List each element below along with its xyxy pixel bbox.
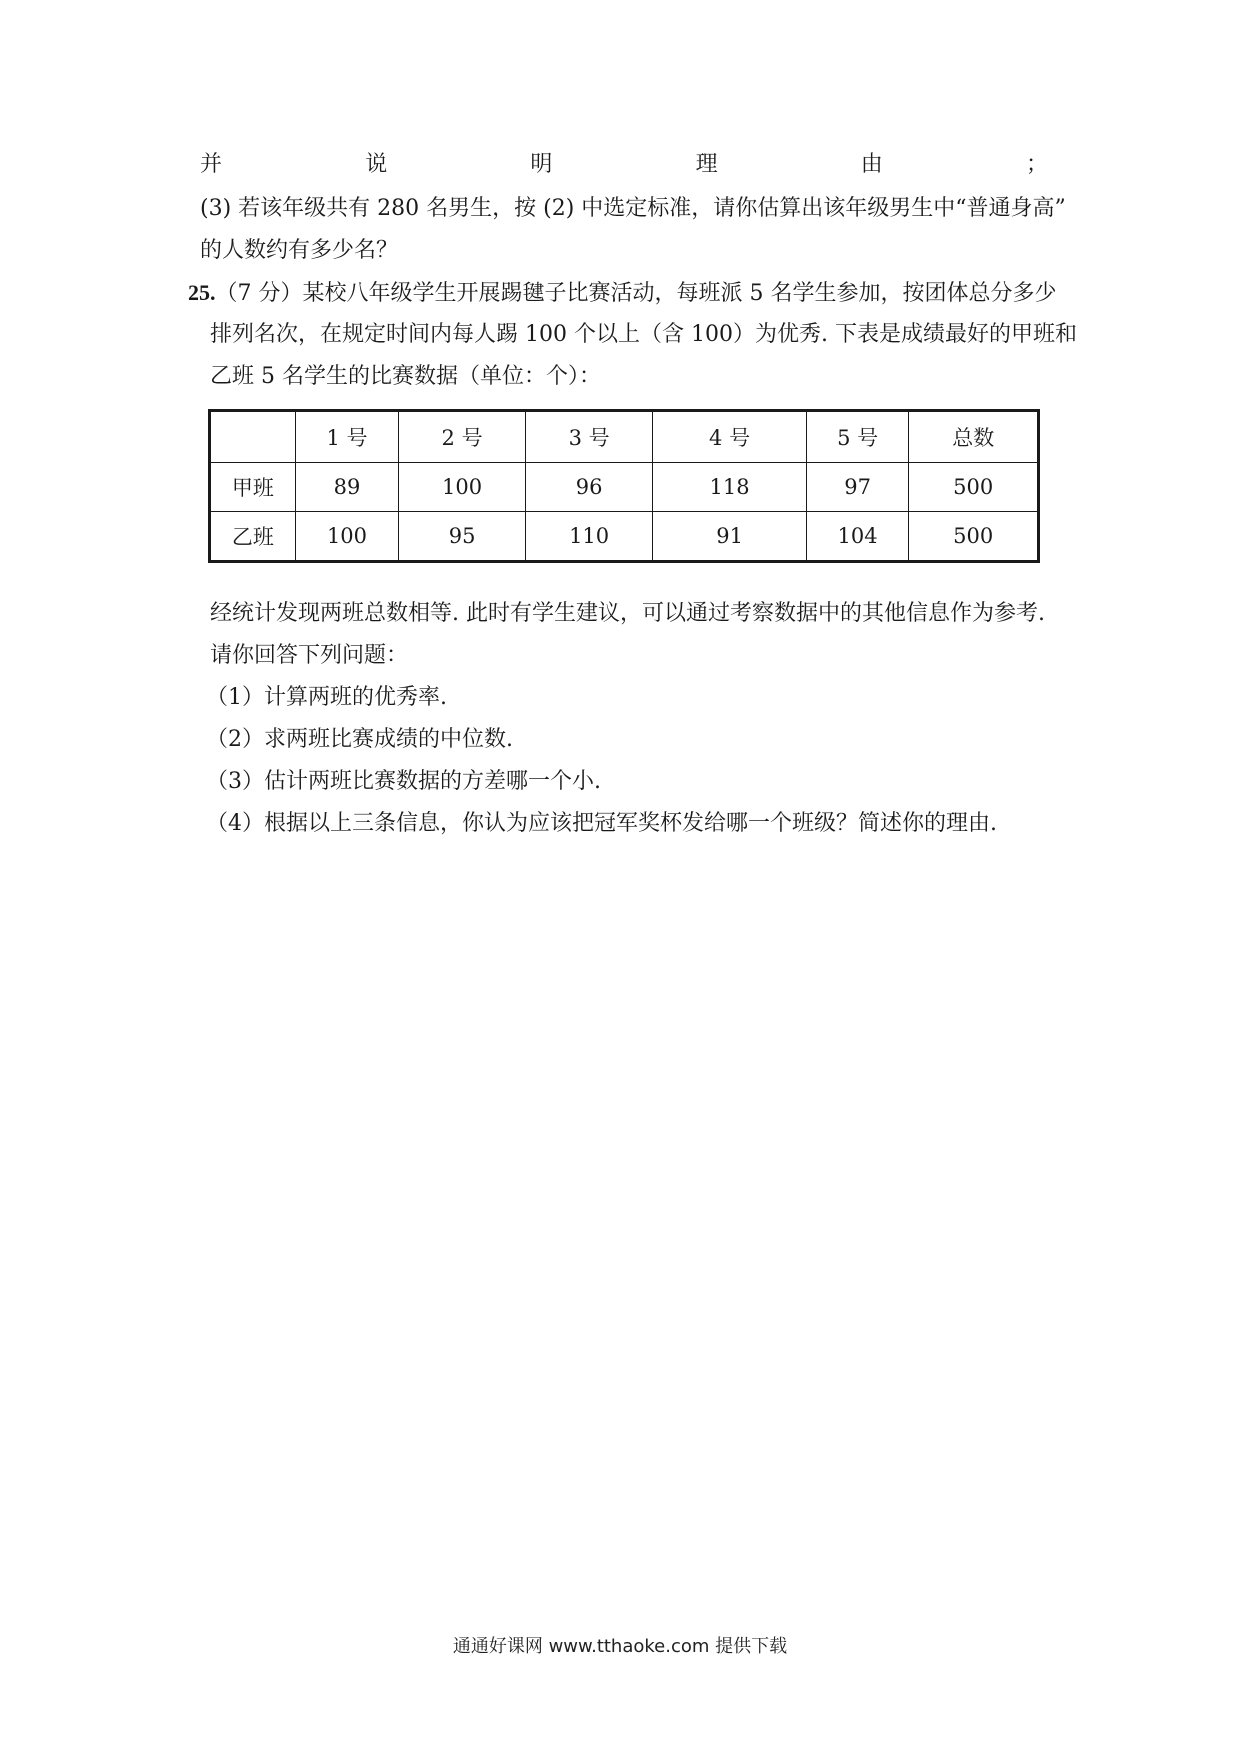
table-row: [210, 512, 1039, 562]
q25-intro-line2: 排列名次，在规定时间内每人踢 100 个以上（含 100）为优秀. 下表是成绩最好的甲班和: [210, 322, 1077, 347]
spread-char: 并: [200, 152, 223, 177]
row-label: 乙班: [210, 512, 296, 562]
spread-char: 由: [860, 152, 883, 177]
table-cell: 104: [806, 512, 909, 562]
table-header-cell: 5 号: [806, 411, 909, 463]
table-cell: 118: [653, 463, 806, 512]
table-header-row: [210, 411, 1039, 463]
page-footer: 通通好课网 www.tthaoke.com 提供下载: [452, 1636, 788, 1657]
table-cell: 100: [399, 463, 526, 512]
table-cell: 500: [909, 463, 1039, 512]
continuation-line: [200, 150, 1048, 180]
q25-intro-line3: 乙班 5 名学生的比赛数据（单位：个）：: [210, 364, 601, 389]
table-cell: 500: [909, 512, 1039, 562]
table-header-cell: 总数: [909, 411, 1039, 463]
table-cell: 97: [806, 463, 909, 512]
spread-char: 理: [695, 152, 718, 177]
table-header-cell: [210, 411, 296, 463]
row-label: 甲班: [210, 463, 296, 512]
q24-part3-line1: (3) 若该年级共有 280 名男生，按 (2) 中选定标准，请你估算出该年级男生中“普通身高”: [200, 196, 1066, 221]
q25-intro-text: （7 分）某校八年级学生开展踢毽子比赛活动，每班派 5 名学生参加，按团体总分多少: [215, 281, 1057, 306]
q25-intro-line1: [188, 278, 1056, 309]
table-header-cell: 3 号: [525, 411, 653, 463]
q25-subquestion-4: （4）根据以上三条信息，你认为应该把冠军奖杯发给哪一个班级？简述你的理由.: [206, 811, 997, 836]
table-cell: 95: [399, 512, 526, 562]
spread-char: 说: [365, 152, 388, 177]
table-cell: 100: [295, 512, 399, 562]
table-cell: 91: [653, 512, 806, 562]
q25-after-line2: 请你回答下列问题：: [210, 643, 409, 668]
table-cell: 89: [295, 463, 399, 512]
q25-after-line1: 经统计发现两班总数相等. 此时有学生建议，可以通过考察数据中的其他信息作为参考.: [210, 601, 1045, 626]
question-number: 25.: [188, 280, 216, 305]
table-header-cell: 4 号: [653, 411, 806, 463]
q25-subquestion-1: （1）计算两班的优秀率.: [206, 685, 447, 710]
q24-part3-line2: 的人数约有多少名？: [200, 238, 399, 263]
table-header-cell: 1 号: [295, 411, 399, 463]
spread-char: ；: [1025, 152, 1048, 177]
table-row: [210, 463, 1039, 512]
spread-char: 明: [530, 152, 553, 177]
table-header-cell: 2 号: [399, 411, 526, 463]
table-cell: 96: [525, 463, 653, 512]
score-table: [208, 409, 1040, 563]
table-cell: 110: [525, 512, 653, 562]
q25-subquestion-3: （3）估计两班比赛数据的方差哪一个小.: [206, 769, 601, 794]
q25-subquestion-2: （2）求两班比赛成绩的中位数.: [206, 727, 513, 752]
